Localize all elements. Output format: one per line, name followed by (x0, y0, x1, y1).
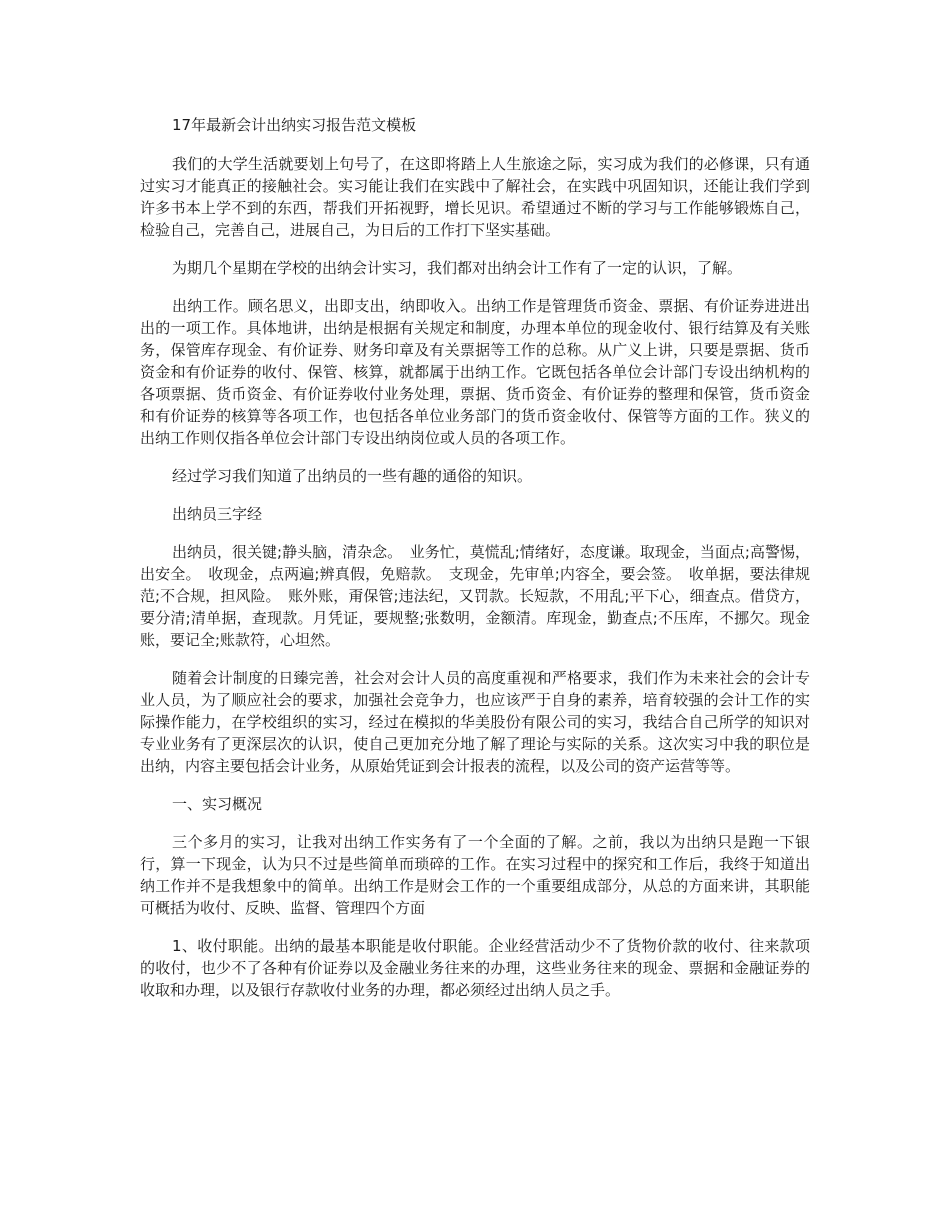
paragraph-cashier-definition: 出纳工作。顾名思义，出即支出，纳即收入。出纳工作是管理货币资金、票据、有价证券进进出出的一项工作。具体地讲，出纳是根据有关规定和制度，办理本单位的现金收付、银行结算及有关账务，保管库存现金、有价证券、财务印章及有关票据等工作的总称。从广义上讲，只要是票据、货币资金和有价证券的收付、保管、核算，就都属于出纳工作。它既包括各单位会计部门专设出纳机构的各项票据、货币资金、有价证券收付业务处理，票据、货币资金、有价证券的整理和保管，货币资金和有价证券的核算等各项工作，也包括各单位业务部门的货币资金收付、保管等方面的工作。狭义的出纳工作则仅指各单位会计部门专设出纳岗位或人员的各项工作。 (140, 297, 810, 447)
paragraph-internship-period: 为期几个星期在学校的出纳会计实习，我们都对出纳会计工作有了一定的认识，了解。 (172, 259, 743, 277)
paragraph-overview: 三个多月的实习，让我对出纳工作实务有了一个全面的了解。之前，我以为出纳只是跑一下银行，算一下现金，认为只不过是些简单而琐碎的工作。在实习过程中的探究和工作后，我终于知道出纳工作并不是我想象中的简单。出纳工作是财会工作的一个重要组成部分，从总的方面来讲，其职能可概括为收付、反映、监督、管理四个方面 (140, 833, 810, 917)
paragraph-collection-function: 1、收付职能。出纳的最基本职能是收付职能。企业经营活动少不了货物价款的收付、往来款项的收付，也少不了各种有价证券以及金融业务往来的办理，这些业务往来的现金、票据和金融证券的收取和办理，以及银行存款收付业务的办理，都必须经过出纳人员之手。 (140, 937, 810, 999)
document-title: 17年最新会计出纳实习报告范文模板 (172, 116, 417, 134)
paragraph-three-character-classic: 出纳员，很关键;静头脑，清杂念。 业务忙，莫慌乱;情绪好，态度谦。取现金，当面点;高警惕，出安全。 收现金，点两遍;辨真假，免赔款。 支现金，先审单;内容全，要会签。 收单据，要法律规范;不合规，担风险。 账外账，甭保管;违法纪，又罚款。长短款，不用乱;平下心，细查点。借贷方，要分清;清单据，查现款。月凭证，要规整;张数明，金额清。库现金，勤查点;不压库，不挪欠。现金账，要记全;账款符，心坦然。 (140, 543, 810, 649)
section-heading-overview: 一、实习概况 (172, 795, 263, 813)
paragraph-intro: 我们的大学生活就要划上句号了，在这即将踏上人生旅途之际，实习成为我们的必修课，只有通过实习才能真正的接触社会。实习能让我们在实践中了解社会，在实践中巩固知识，还能让我们学到许多书本上学不到的东西，帮我们开拓视野，增长见识。希望通过不断的学习与工作能够锻炼自己，检验自己，完善自己，进展自己，为日后的工作打下坚实基础。 (140, 155, 810, 239)
section-heading-three-character-classic: 出纳员三字经 (172, 505, 263, 523)
paragraph-accounting-system: 随着会计制度的日臻完善，社会对会计人员的高度重视和严格要求，我们作为未来社会的会计专业人员，为了顺应社会的要求，加强社会竞争力，也应该严于自身的素养，培育较强的会计工作的实际操作能力，在学校组织的实习，经过在模拟的华美股份有限公司的实习，我结合自己所学的知识对专业业务有了更深层次的认识，使自己更加充分地了解了理论与实际的关系。这次实习中我的职位是出纳，内容主要包括会计业务，从原始凭证到会计报表的流程，以及公司的资产运营等等。 (140, 669, 810, 775)
document-body (140, 114, 810, 1017)
paragraph-learned-knowledge: 经过学习我们知道了出纳员的一些有趣的通俗的知识。 (172, 467, 533, 485)
